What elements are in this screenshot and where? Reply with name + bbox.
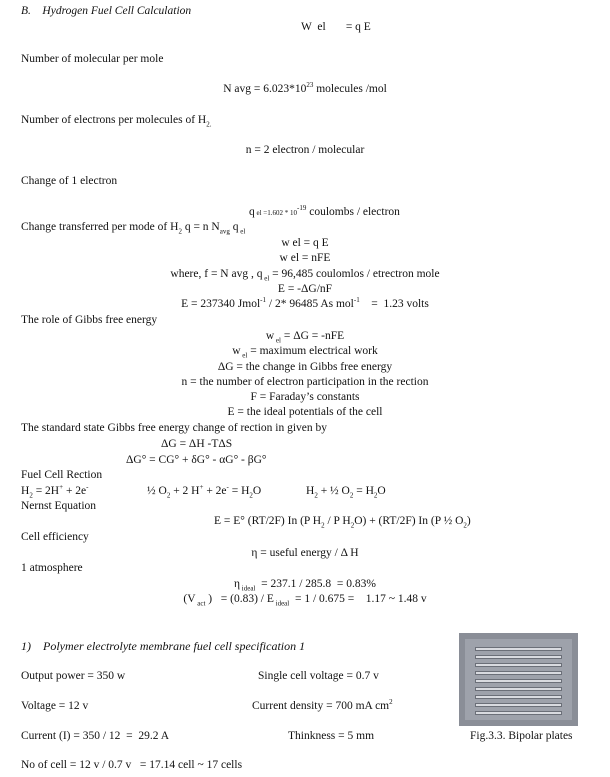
plate-surface	[465, 639, 572, 720]
def-f: F = Faraday’s constants	[250, 391, 360, 403]
flow-channel	[475, 711, 562, 715]
flow-channel	[475, 695, 562, 699]
equation-dg-standard: ΔG° = CG° + δG° - αG° - βG°	[126, 454, 267, 466]
figure-caption: Fig.3.3. Bipolar plates	[470, 730, 573, 742]
section-title: Hydrogen Fuel Cell Calculation	[42, 5, 192, 17]
spec-current: Current (I) = 350 / 12 = 29.2 A	[21, 730, 170, 742]
spec-thickness: Thinkness = 5 mm	[288, 730, 375, 742]
spec-output-power: Output power = 350 w	[21, 670, 126, 682]
reaction-anode: $H_2 = 2H^+ + 2e^-$	[21, 483, 89, 500]
text-gibbs-role: The role of Gibbs free energy	[21, 314, 158, 326]
flow-channel	[475, 687, 562, 691]
spec-voltage: Voltage = 12 v	[21, 700, 89, 712]
spec-current-density: Current density = 700 mA $cm^2$	[252, 698, 393, 712]
bipolar-plate-image	[459, 633, 578, 726]
section-heading	[21, 6, 191, 18]
work-equation: W el = q E	[301, 21, 371, 33]
text-atmosphere: 1 atmosphere	[21, 562, 83, 574]
equation-v-actual: (V $_{act}$ ) = (0.83) / E $_{ideal}$ = 1 / 0.675 = 1.17 ~ 1.48 v	[183, 593, 427, 608]
flow-channel	[475, 679, 562, 683]
text-standard-gibbs: The standard state Gibbs free energy change of rection in given by	[21, 422, 328, 434]
flow-channel	[475, 671, 562, 675]
text-electrons-per-molecule: Number of electrons per molecules of $H_{2.}$	[21, 114, 212, 129]
spec-heading: 1) Polymer electrolyte membrane fuel cell specification 1	[21, 639, 306, 653]
equation-electrons: n = 2 electron / molecular	[245, 144, 365, 156]
equation-wel-nfe: w el = nFE	[279, 252, 331, 264]
equation-eta-ideal: η $_{ideal}$ = 237.1 / 285.8 = 0.83%	[234, 578, 376, 593]
equation-wel-dg: w $_{el}$ = ΔG = -nFE	[265, 330, 345, 345]
def-n: n = the number of electron participation in the rection	[181, 376, 429, 388]
reaction-overall: $H_2$ + ½ $O_2 = H_2O$	[306, 485, 386, 500]
equation-wel-qe: w el = q E	[281, 237, 329, 249]
equation-dg-dh-tds: ΔG = ΔH -TΔS	[161, 438, 233, 450]
equation-electron-charge: q el $=1.602 * 10^{-19}$ coulombs / electron	[249, 204, 400, 218]
equation-efficiency: η = useful energy / Δ H	[251, 547, 359, 559]
def-dg: ΔG = the change in Gibbs free energy	[217, 361, 393, 373]
def-e: E = the ideal potentials of the cell	[227, 406, 383, 418]
section-label: B.	[21, 5, 31, 17]
text-fuel-cell-reaction: Fuel Cell Rection	[21, 469, 103, 481]
flow-channel	[475, 655, 562, 659]
spec-number-of-cells: No of cell = 12 v / 0.7 v = 17.14 cell ~ 17 cells	[21, 759, 243, 771]
equation-e-dg: E = -ΔG/nF	[277, 283, 333, 295]
text-nernst: Nernst Equation	[21, 500, 97, 512]
equation-faraday: where, f = N avg , q $_{el}$ = 96,485 coulomlos / etrectron mole	[170, 268, 440, 283]
flow-channel	[475, 663, 562, 667]
text-cell-efficiency: Cell efficiency	[21, 531, 89, 543]
flow-channel	[475, 703, 562, 707]
text-molecules-per-mole: Number of molecular per mole	[21, 53, 164, 65]
reaction-cathode: ½ $O_2 + 2$ $H^+ + 2e^- = H_2O$	[147, 483, 262, 500]
equation-nernst: E = E° (RT/2F) In (P $H_2$ / P $H_2O) + (RT/2F)$ In (P ½ $O_2$)	[214, 515, 471, 530]
def-wel: w $_{el}$ = maximum electrical work	[232, 345, 378, 360]
equation-avogadro: N avg = $6.023*10^{23}$ molecules /mol	[223, 81, 387, 95]
flow-channel	[475, 647, 562, 651]
text-charge-electron: Change of 1 electron	[21, 175, 118, 187]
equation-e-value: E = 237340 Jmol$^{-1}$ / 2* 96485 As mol$^{-1}$ = 1.23 volts	[181, 296, 429, 310]
spec-single-cell-voltage: Single cell voltage = 0.7 v	[258, 670, 379, 682]
text-charge-transferred: Change transferred per mode of $H_2$ q = n $N_{avg}$ q $_{el}$	[21, 221, 246, 236]
